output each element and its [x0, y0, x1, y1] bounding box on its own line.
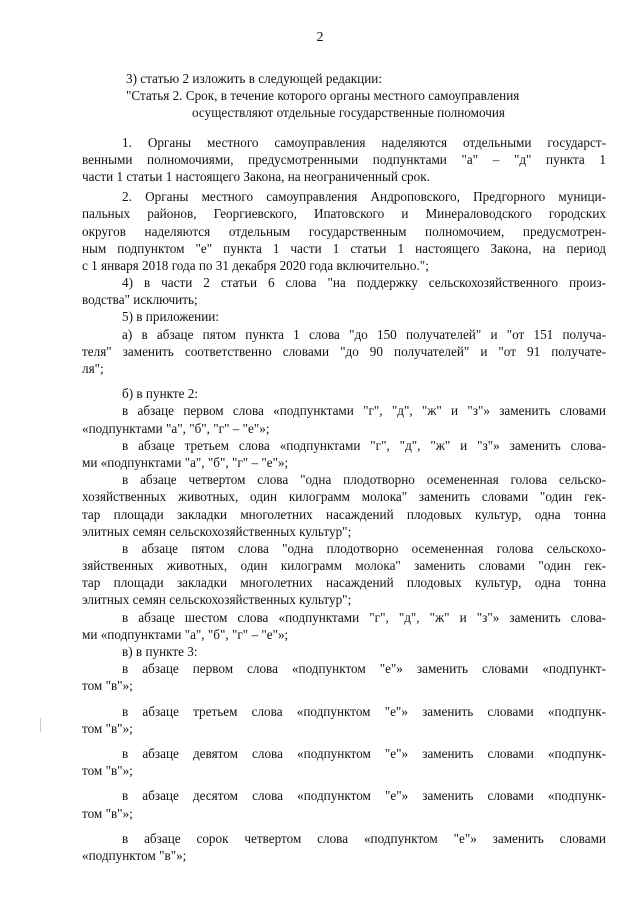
document-body — [82, 70, 606, 864]
text-line: том "в"»; — [82, 763, 133, 779]
paragraph-point-2 — [82, 188, 606, 274]
text-line: части 1 статьи 1 настоящего Закона, на неограниченный срок. — [82, 168, 430, 184]
text-line: водства" исключить; — [82, 292, 198, 308]
text-line: в абзаце шестом слова «подпунктами "г", "д", "ж" и "з"» заменить слова- — [122, 609, 606, 625]
text-line: том "в"»; — [82, 678, 133, 694]
paragraph-v-abzac-9 — [82, 745, 606, 779]
text-line: в абзаце четвертом слова "одна плодотворно осемененная голова сельско- — [122, 472, 606, 488]
text-line: в абзаце девятом слова «подпунктом "е"» заменить словами «подпунк- — [122, 745, 606, 761]
text-line: венными полномочиями, предусмотренными подпунктами "а" – "д" пункта 1 — [82, 151, 606, 167]
paragraph-b-abzac-5 — [82, 540, 606, 609]
text-line: в абзаце десятом слова «подпунктом "е"» заменить словами «подпунк- — [122, 788, 606, 804]
text-line: а) в абзаце пятом пункта 1 слова "до 150 получателей" и "от 151 получа- — [122, 326, 606, 342]
text-line: ми «подпунктами "а", "б", "г" – "е"»; — [82, 454, 289, 470]
text-line: 3) статью 2 изложить в следующей редакции: — [126, 71, 382, 86]
text-line: в абзаце третьем слова «подпунктом "е"» заменить словами «подпунк- — [122, 703, 606, 719]
text-line: том "в"»; — [82, 805, 133, 821]
text-line: 1. Органы местного самоуправления наделяются отдельными государст- — [122, 134, 606, 150]
text-line: зяйственных животных, один килограмм молока" заменить словами "один гек- — [82, 558, 606, 574]
margin-mark — [40, 718, 41, 732]
text-line: «подпунктами "а", "б", "г" – "е"»; — [82, 420, 270, 436]
text-line: ми «подпунктами "а", "б", "г" – "е"»; — [82, 626, 289, 642]
text-line: теля" заменить соответственно словами "до 90 получателей" и "от 91 получате- — [82, 343, 606, 359]
text-line: элитных семян сельскохозяйственных культур"; — [82, 592, 352, 608]
paragraph-b-abzac-4 — [82, 471, 606, 540]
text-line: в абзаце третьем слова «подпунктами "г", "д", "ж" и "з"» заменить слова- — [122, 437, 606, 453]
text-line: в) в пункте 3: — [122, 644, 198, 659]
text-line: осуществляют отдельные государственные полномочия — [192, 105, 505, 121]
text-line: "Статья 2. Срок, в течение которого органы местного самоуправления — [126, 88, 520, 104]
paragraph-sub-a — [82, 326, 606, 378]
paragraph-sub-b — [82, 385, 606, 402]
text-line: в абзаце первом слова «подпунктом "е"» заменить словами «подпункт- — [122, 661, 606, 677]
paragraph-v-abzac-1 — [82, 660, 606, 694]
paragraph-item-5 — [82, 308, 606, 325]
paragraph-b-abzac-1 — [82, 402, 606, 436]
text-line: 2. Органы местного самоуправления Андроповского, Предгорного муници- — [122, 189, 606, 205]
article-title — [82, 87, 606, 121]
paragraph-b-abzac-3 — [82, 437, 606, 471]
text-line: с 1 января 2018 года по 31 декабря 2020 года включительно."; — [82, 257, 429, 273]
text-line: тар площади закладки многолетних насаждений плодовых культур, одна тонна — [82, 506, 606, 522]
text-line: хозяйственных животных, один килограмм молока" заменить словами "один гек- — [82, 489, 606, 505]
paragraph-v-abzac-3 — [82, 703, 606, 737]
paragraph-sub-v — [82, 643, 606, 660]
text-line: б) в пункте 2: — [122, 386, 199, 402]
text-line: в абзаце сорок четвертом слова «подпунктом "е"» заменить словами — [122, 830, 606, 846]
paragraph-item-3 — [82, 70, 606, 87]
text-line: «подпунктом "в"»; — [82, 847, 187, 863]
text-line: 5) в приложении: — [122, 309, 219, 325]
page-number: 2 — [316, 30, 324, 45]
text-line: тар площади закладки многолетних насаждений плодовых культур, одна тонна — [82, 575, 606, 591]
text-line: пальных районов, Георгиевского, Ипатовского и Минераловодского городских — [82, 206, 606, 222]
text-line: ля"; — [82, 361, 104, 376]
paragraph-item-4 — [82, 274, 606, 308]
paragraph-v-abzac-10 — [82, 787, 606, 821]
text-line: элитных семян сельскохозяйственных культур"; — [82, 523, 352, 539]
paragraph-b-abzac-6 — [82, 609, 606, 643]
text-line: ным подпунктом "е" пункта 1 части 1 статьи 1 настоящего Закона, на период — [82, 240, 606, 256]
text-line: в абзаце первом слова «подпунктами "г", "д", "ж" и "з"» заменить словами — [122, 403, 606, 419]
text-line: том "в"»; — [82, 720, 133, 736]
text-line: 4) в части 2 статьи 6 слова "на поддержку сельскохозяйственного произ- — [122, 275, 606, 291]
paragraph-point-1 — [82, 134, 606, 186]
text-line: в абзаце пятом слова "одна плодотворно осемененная голова сельскохо- — [122, 540, 606, 556]
text-line: округов наделяются отдельным государственным полномочием, предусмотрен- — [82, 223, 606, 239]
paragraph-v-abzac-44 — [82, 830, 606, 864]
